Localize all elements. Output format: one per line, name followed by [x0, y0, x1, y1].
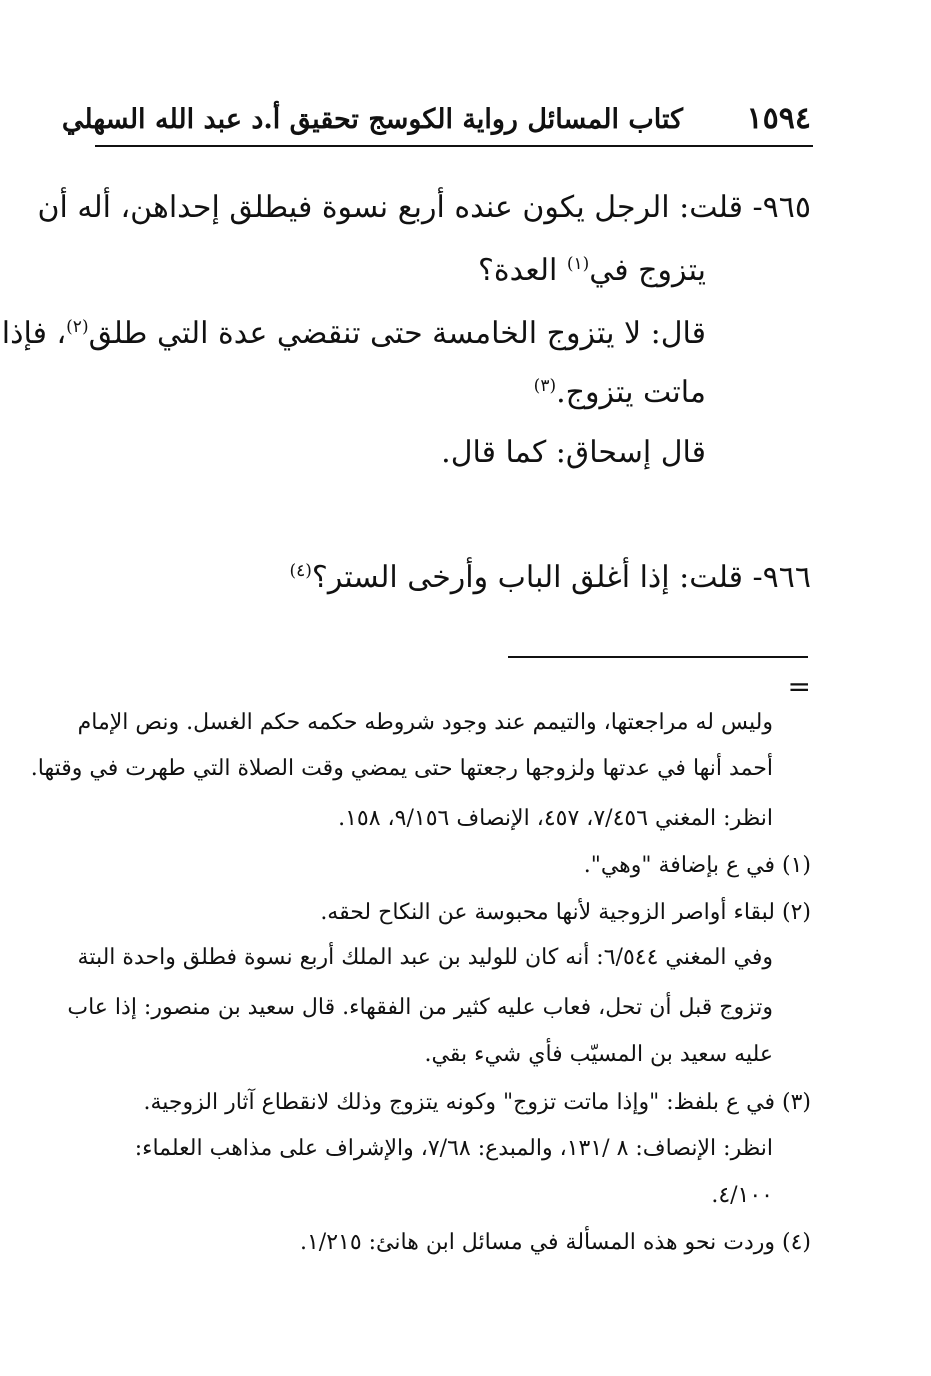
footnote-3: (٣) في ع بلفظ: "وإذا ماتت تزوج" وكونه يتزوج وذلك لانقطاع آثار الزوجية.: [143, 1090, 811, 1115]
footnote-line: أحمد أنها في عدتها ولزوجها رجعتها حتى يمضي وقت الصلاة التي طهرت في وقتها.: [30, 756, 773, 781]
issue-965-text: العدة؟: [477, 253, 558, 288]
footnote-line: عليه سعيد بن المسيّب فأي شيء بقي.: [424, 1042, 773, 1067]
issue-965-text: يتزوج في: [589, 253, 706, 288]
footnote-ref-1: (١): [566, 254, 590, 274]
footnote-1: (١) في ع بإضافة "وهي".: [583, 853, 811, 878]
page-number: ١٥٩٤: [746, 101, 811, 136]
issue-965-answer: قال: لا يتزوج الخامسة حتى تنقضي عدة التي طلق: [88, 316, 706, 351]
footnote-line: انظر: الإنصاف: ٨ /١٣١، والمبدع: ٧/٦٨، والإشراف على مذاهب العلماء:: [134, 1136, 773, 1161]
issue-965-question: قلت: الرجل يكون عنده أربع نسوة فيطلق إحداهن، أله أن: [37, 190, 743, 225]
issue-965-ishaq-answer: قال إسحاق: كما قال.: [441, 435, 706, 470]
issue-965-line-2: [478, 253, 706, 288]
footnote-2: (٢) لبقاء أواصر الزوجية لأنها محبوسة عن النكاح لحقه.: [320, 900, 811, 925]
footnote-line: وفي المغني ٦/٥٤٤: أنه كان للوليد بن عبد الملك أربع نسوة فطلق واحدة البتة: [77, 945, 773, 970]
footnote-line: وليس له مراجعتها، والتيمم عند وجود شروطه حكمه حكم الغسل. ونص الإمام: [77, 710, 773, 735]
footnote-ref-3: (٣): [533, 376, 557, 396]
footnote-continuation-mark: =: [787, 670, 811, 703]
footnote-line: وتزوج قبل أن تحل، فعاب عليه كثير من الفقهاء. قال سعيد بن منصور: إذا عاب: [67, 995, 773, 1020]
issue-965-answer: ، فإذا: [1, 316, 67, 351]
issue-965-number: ٩٦٥-: [752, 190, 811, 225]
issue-965-line-1: [37, 190, 811, 225]
header-divider: [95, 145, 813, 147]
issue-965-line-4: [534, 375, 706, 410]
issue-965-answer: ماتت يتزوج.: [556, 375, 706, 410]
footnote-divider: [508, 656, 808, 658]
footnote-ref-4: (٤): [289, 561, 312, 581]
issue-966-number: ٩٦٦-: [752, 560, 811, 595]
footnote-line: انظر: المغني ٧/٤٥٦، ٤٥٧، الإنصاف ٩/١٥٦، ١٥٨.: [338, 806, 773, 831]
issue-965-line-3: [2, 316, 706, 351]
issue-966-line: [289, 560, 811, 595]
footnote-4: (٤) وردت نحو هذه المسألة في مسائل ابن هانئ: ١/٢١٥.: [299, 1230, 811, 1255]
issue-966-question: قلت: إذا أغلق الباب وأرخى الستر؟: [311, 560, 743, 595]
footnote-line: ٤/١٠٠.: [711, 1183, 773, 1208]
running-header-title: كتاب المسائل رواية الكوسج تحقيق أ.د عبد الله السهلي: [61, 104, 683, 135]
footnote-ref-2: (٢): [66, 317, 89, 337]
